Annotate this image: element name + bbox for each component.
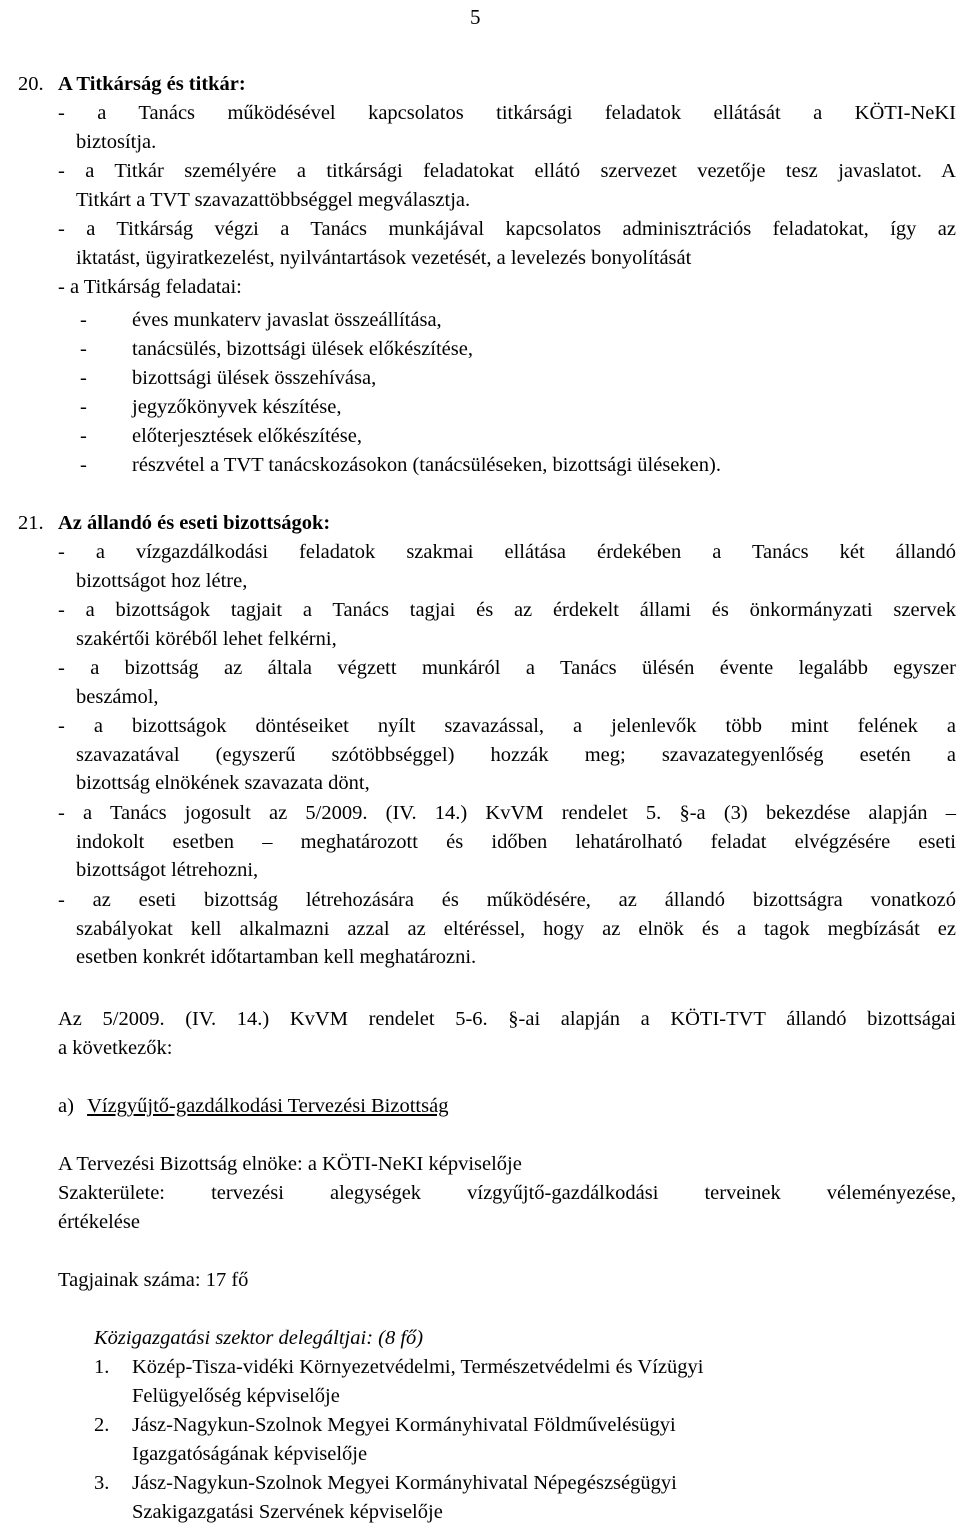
- delegate-number: 1.: [94, 1356, 110, 1378]
- committee-a-members-count: [58, 1266, 956, 1295]
- delegate-text: [132, 1353, 952, 1410]
- item-line: bizottságot hoz létre,: [76, 569, 248, 592]
- chair-text: A Tervezési Bizottság elnöke: a KÖTI-NeKI képviselője: [58, 1153, 522, 1175]
- delegate-number: 2.: [94, 1414, 110, 1436]
- committee-a-chair: [58, 1150, 956, 1179]
- delegate-line: Igazgatóságának képviselője: [132, 1442, 368, 1465]
- paragraph-line: a következők:: [58, 1036, 173, 1059]
- delegate-line: Felügyelőség képviselője: [132, 1384, 340, 1407]
- section-21-item-1: [58, 538, 956, 595]
- section-21-item-3: [58, 654, 956, 711]
- item-line: indokolt esetben – meghatározott és időben lehatárolható feladat elvégzésére eseti: [76, 830, 956, 853]
- list-dash: -: [80, 454, 87, 476]
- task-text: részvétel a TVT tanácskozásokon (tanácsüléseken, bizottsági üléseken).: [132, 454, 721, 476]
- committee-a-heading: [58, 1092, 956, 1121]
- section-20-title: A Titkárság és titkár:: [58, 73, 246, 95]
- item-line: bizottságot létrehozni,: [76, 859, 259, 882]
- section-20-heading: [18, 70, 960, 99]
- section-21-heading: [18, 509, 960, 538]
- task-text: tanácsülés, bizottsági ülések előkészítése,: [132, 338, 473, 360]
- item-line: - a vízgazdálkodási feladatok szakmai ellátása érdekében a Tanács két állandó: [58, 541, 956, 563]
- section-21-item-5: [58, 799, 956, 885]
- delegate-number: 3.: [94, 1472, 110, 1494]
- item-line: Titkárt a TVT szavazattöbbséggel megválasztja.: [76, 188, 471, 211]
- delegate-text: [132, 1411, 952, 1468]
- task-text: előterjesztések előkészítése,: [132, 425, 362, 447]
- item-line: esetben konkrét időtartamban kell meghatározni.: [76, 946, 477, 969]
- list-dash: -: [80, 338, 87, 360]
- paragraph-line: Az 5/2009. (IV. 14.) KvVM rendelet 5-6. §-ai alapján a KÖTI-TVT állandó bizottságai: [58, 1008, 956, 1030]
- item-line: - a Tanács működésével kapcsolatos titkársági feladatok ellátását a KÖTI-NeKI: [58, 102, 956, 124]
- section-21-title: Az állandó és eseti bizottságok:: [58, 512, 331, 534]
- section-20-item-3: [58, 215, 956, 272]
- section-21-item-4: [58, 712, 956, 798]
- delegate-line: Jász-Nagykun-Szolnok Megyei Kormányhivatal Földművelésügyi: [132, 1414, 676, 1436]
- item-line: - a Titkárság végzi a Tanács munkájával kapcsolatos adminisztrációs feladatokat, így az: [58, 218, 956, 240]
- section-20-item-2: [58, 157, 956, 214]
- intro-paragraph: [58, 1005, 956, 1062]
- item-line: - a bizottságok döntéseiket nyílt szavazással, a jelenlevők több mint felének a: [58, 715, 956, 737]
- section-20-item-4: [58, 273, 956, 302]
- delegate-text: [132, 1469, 952, 1526]
- delegates-heading: [94, 1324, 960, 1353]
- list-dash: -: [80, 425, 87, 447]
- delegate-line: Jász-Nagykun-Szolnok Megyei Kormányhivatal Népegészségügyi: [132, 1472, 677, 1494]
- item-line: szakértői köréből lehet felkérni,: [76, 627, 337, 650]
- item-line: - a Tanács jogosult az 5/2009. (IV. 14.) KvVM rendelet 5. §-a (3) bekezdése alapján –: [58, 802, 956, 824]
- item-line: iktatást, ügyiratkezelést, nyilvántartások vezetését, a levelezés bonyolítását: [76, 246, 692, 269]
- list-dash: -: [80, 309, 87, 331]
- delegate-line: Közép-Tisza-vidéki Környezetvédelmi, Természetvédelmi és Vízügyi: [132, 1356, 704, 1378]
- section-21-number: 21.: [18, 512, 44, 534]
- item-line: bizottság elnökének szavazata dönt,: [76, 772, 370, 795]
- list-dash: -: [80, 396, 87, 418]
- committee-a-label: a): [58, 1095, 74, 1117]
- item-line: szabályokat kell alkalmazni azzal az eltéréssel, hogy az elnök és a tagok megbízását ez: [76, 917, 956, 940]
- delegates-heading-text: Közigazgatási szektor delegáltjai: (8 fő): [94, 1327, 424, 1349]
- item-line: - a Titkárság feladatai:: [58, 276, 242, 298]
- field-line: Szakterülete: tervezési alegységek vízgyűjtő-gazdálkodási terveinek véleményezése,: [58, 1182, 956, 1204]
- section-21-item-2: [58, 596, 956, 653]
- item-line: beszámol,: [76, 685, 159, 708]
- item-line: - az eseti bizottság létrehozására és működésére, az állandó bizottságra vonatkozó: [58, 889, 956, 911]
- section-20-item-1: [58, 99, 956, 156]
- members-count-text: Tagjainak száma: 17 fő: [58, 1269, 249, 1291]
- delegate-line: Szakigazgatási Szervének képviselője: [132, 1500, 443, 1523]
- task-text: bizottsági ülések összehívása,: [132, 367, 377, 389]
- item-line: biztosítja.: [76, 130, 157, 153]
- field-line: értékelése: [58, 1210, 140, 1233]
- committee-a-field: [58, 1179, 956, 1236]
- item-line: - a bizottságok tagjait a Tanács tagjai és az érdekelt állami és önkormányzati szervek: [58, 599, 956, 621]
- committee-a-name: Vízgyűjtő-gazdálkodási Tervezési Bizottság: [87, 1095, 449, 1117]
- task-text: jegyzőkönyvek készítése,: [132, 396, 342, 418]
- item-line: - a bizottság az általa végzett munkáról a Tanács ülésén évente legalább egyszer: [58, 657, 956, 679]
- item-line: szavazatával (egyszerű szótöbbséggel) hozzák meg; szavazategyenlőség esetén a: [76, 743, 956, 766]
- section-20-number: 20.: [18, 73, 44, 95]
- page-number: 5: [470, 5, 481, 29]
- section-21-item-6: [58, 886, 956, 972]
- list-dash: -: [80, 367, 87, 389]
- task-text: éves munkaterv javaslat összeállítása,: [132, 309, 442, 331]
- item-line: - a Titkár személyére a titkársági feladatokat ellátó szervezet vezetője tesz javaslatot. A: [58, 160, 956, 182]
